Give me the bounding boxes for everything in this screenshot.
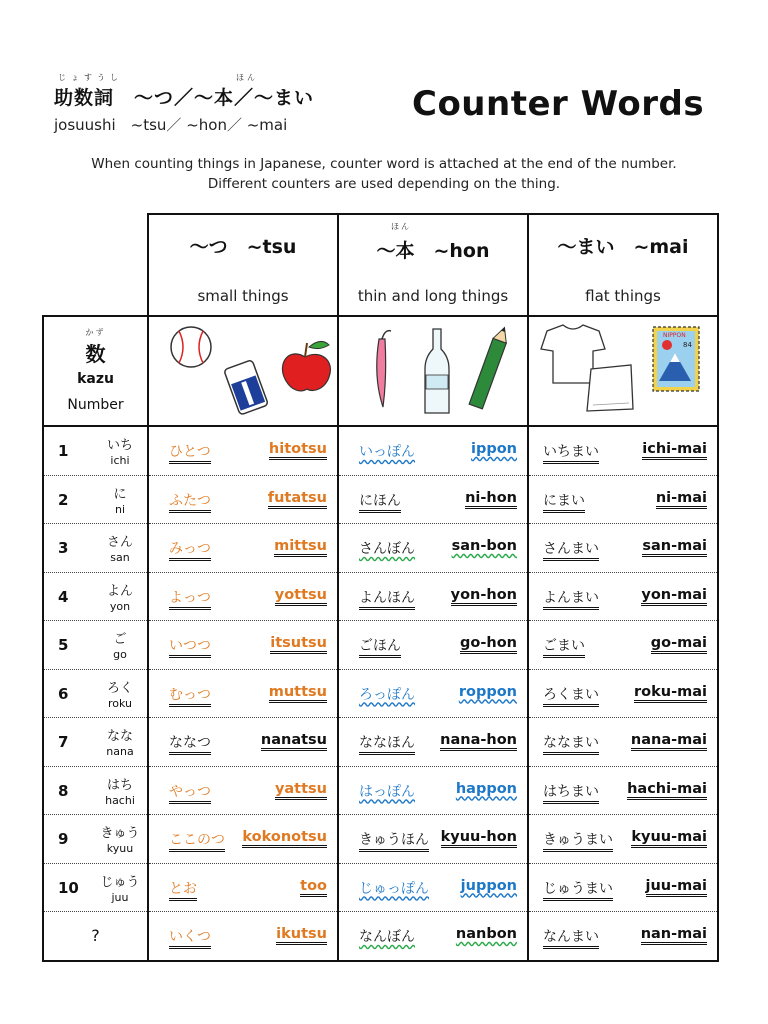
table-row xyxy=(43,475,718,524)
number-cell xyxy=(43,766,148,815)
hon-cell xyxy=(338,863,528,912)
row-number: 10 xyxy=(58,878,79,897)
hon-romaji: ni-hon xyxy=(465,490,517,509)
hon-cell xyxy=(338,475,528,524)
umbrella-icon xyxy=(377,331,391,407)
row-number: 1 xyxy=(58,442,69,460)
mai-romaji: ni-mai xyxy=(656,490,707,509)
mai-romaji: nana-mai xyxy=(631,732,707,751)
tsu-romaji: mittsu xyxy=(274,538,327,557)
tsu-cell xyxy=(148,669,338,718)
mai-cell xyxy=(528,524,718,573)
column-label: 〜本 ~hon xyxy=(376,239,490,262)
row-number-romaji: kyuu xyxy=(106,842,134,855)
mai-romaji: kyuu-mai xyxy=(631,829,707,848)
tsu-cell xyxy=(148,475,338,524)
number-header xyxy=(43,316,148,426)
title-romaji: josuushi ~tsu／ ~hon／ ~mai xyxy=(54,116,288,134)
intro-line-2: Different counters are used depending on the thing. xyxy=(207,176,561,192)
mai-cell xyxy=(528,621,718,670)
row-number-kana: よん xyxy=(106,583,133,599)
mai-romaji: nan-mai xyxy=(641,926,707,945)
kazu-romaji: kazu xyxy=(77,371,114,387)
number-cell xyxy=(43,621,148,670)
row-number-kana: に xyxy=(113,486,127,502)
tsu-romaji: muttsu xyxy=(269,684,327,703)
mai-cell xyxy=(528,669,718,718)
flat-things-illustration xyxy=(528,316,718,426)
number-cell xyxy=(43,426,148,475)
hon-cell xyxy=(338,621,528,670)
page-title: Counter Words xyxy=(412,84,705,124)
row-number: ? xyxy=(91,926,100,946)
hon-kana: なんぼん xyxy=(359,929,415,945)
hon-romaji: nana-hon xyxy=(440,732,517,751)
kazu-english: Number xyxy=(67,397,124,413)
handkerchief-icon xyxy=(587,365,633,411)
row-number-kana: はち xyxy=(106,777,133,793)
row-number-romaji: nana xyxy=(106,745,134,758)
tsu-cell xyxy=(148,621,338,670)
hon-cell xyxy=(338,912,528,961)
row-number: 4 xyxy=(58,587,69,606)
column-header-hon xyxy=(338,214,528,316)
mai-kana: きゅうまい xyxy=(543,829,613,852)
row-number: 8 xyxy=(58,781,69,800)
hon-romaji: yon-hon xyxy=(451,587,517,606)
mai-romaji: roku-mai xyxy=(634,684,707,703)
stamp-icon xyxy=(653,327,699,391)
apple-icon xyxy=(282,341,330,390)
number-cell xyxy=(43,524,148,573)
tsu-romaji: itsutsu xyxy=(270,635,327,654)
can-icon xyxy=(224,360,269,415)
row-number-kana: さん xyxy=(106,535,133,550)
table-row xyxy=(43,863,718,912)
row-number-kana: ろく xyxy=(106,680,133,696)
mai-kana: じゅうまい xyxy=(543,878,613,901)
row-number-romaji: juu xyxy=(111,890,129,904)
tsu-cell xyxy=(148,863,338,912)
number-cell xyxy=(43,912,148,961)
hon-cell xyxy=(338,524,528,573)
hon-kana: よんほん xyxy=(359,587,415,610)
hon-romaji: san-bon xyxy=(451,538,517,554)
table-row xyxy=(43,524,718,573)
row-number-kana: ご xyxy=(113,632,127,647)
tsu-cell xyxy=(148,718,338,767)
table-row xyxy=(43,815,718,864)
row-number-romaji: san xyxy=(110,551,130,564)
tsu-kana: よっつ xyxy=(169,587,211,610)
mai-cell xyxy=(528,912,718,961)
tsu-romaji: yottsu xyxy=(275,587,327,606)
hon-cell xyxy=(338,766,528,815)
hon-kana: ななほん xyxy=(359,732,415,755)
hon-cell xyxy=(338,718,528,767)
tsu-romaji: too xyxy=(300,878,327,897)
row-number-romaji: hachi xyxy=(105,793,135,807)
baseball-icon xyxy=(171,327,211,367)
table-row xyxy=(43,621,718,670)
mai-kana: はちまい xyxy=(543,781,599,804)
title-ruby: じょすうし xyxy=(58,73,123,82)
mai-kana: にまい xyxy=(543,490,585,513)
number-cell xyxy=(43,863,148,912)
mai-romaji: juu-mai xyxy=(646,878,708,897)
hon-kana: きゅうほん xyxy=(359,829,429,852)
mai-kana: ろくまい xyxy=(543,684,599,707)
mai-cell xyxy=(528,718,718,767)
tsu-cell xyxy=(148,572,338,621)
number-cell xyxy=(43,669,148,718)
column-ruby: ほん xyxy=(391,222,411,231)
tsu-cell xyxy=(148,815,338,864)
tsu-romaji: ikutsu xyxy=(276,926,327,945)
tsu-romaji: yattsu xyxy=(275,781,327,800)
row-number-kana: じゅう xyxy=(100,874,140,890)
row-number-romaji: yon xyxy=(109,599,131,613)
tsu-cell xyxy=(148,426,338,475)
table-row xyxy=(43,426,718,475)
table-row xyxy=(43,572,718,621)
mai-kana: なんまい xyxy=(543,926,599,949)
title-ruby-hon: ほん xyxy=(236,73,258,82)
hon-romaji: ippon xyxy=(470,441,517,457)
tsu-romaji: hitotsu xyxy=(269,441,327,460)
hon-cell xyxy=(338,669,528,718)
kazu-ruby: かず xyxy=(85,328,106,337)
intro-line-1: When counting things in Japanese, counter word is attached at the end of the number. xyxy=(91,156,677,172)
tsu-cell xyxy=(148,524,338,573)
mai-kana: ごまい xyxy=(543,635,585,658)
tsu-kana: ひとつ xyxy=(169,441,211,464)
table-row xyxy=(43,912,718,961)
tsu-kana: むっつ xyxy=(169,684,211,707)
tsu-cell xyxy=(148,912,338,961)
hon-kana: にほん xyxy=(359,490,401,513)
table-row xyxy=(43,718,718,767)
mai-cell xyxy=(528,426,718,475)
hon-romaji: kyuu-hon xyxy=(441,829,517,848)
mai-cell xyxy=(528,815,718,864)
title-japanese: 助数詞 〜つ／〜本／〜まい xyxy=(54,87,315,109)
hon-kana: いっぽん xyxy=(359,444,415,460)
number-cell xyxy=(43,718,148,767)
tsu-kana: とお xyxy=(169,878,197,901)
row-number-romaji: ichi xyxy=(110,454,130,467)
hon-cell xyxy=(338,572,528,621)
mai-kana: よんまい xyxy=(543,587,599,610)
mai-romaji: ichi-mai xyxy=(642,441,707,460)
row-number-kana: なな xyxy=(106,729,133,744)
hon-romaji: nanbon xyxy=(455,926,517,942)
column-label: 〜まい ~mai xyxy=(557,235,689,258)
tsu-kana: いつつ xyxy=(169,635,211,658)
row-number: 6 xyxy=(58,684,69,703)
mai-kana: ななまい xyxy=(543,732,599,755)
bottle-icon xyxy=(425,329,449,413)
row-number-kana: きゅう xyxy=(100,826,140,841)
row-number-romaji: roku xyxy=(107,696,132,710)
hon-kana: ろっぽん xyxy=(359,686,415,703)
hon-cell xyxy=(338,426,528,475)
column-header-tsu xyxy=(148,214,338,316)
stamp-value: 84 xyxy=(683,341,692,349)
column-label: 〜つ ~tsu xyxy=(189,235,297,258)
tsu-kana: ななつ xyxy=(169,732,211,755)
table-row xyxy=(43,669,718,718)
row-number-romaji: ni xyxy=(114,502,126,516)
hon-romaji: happon xyxy=(455,780,517,797)
number-cell xyxy=(43,815,148,864)
tsu-kana: やっつ xyxy=(169,781,211,804)
number-cell xyxy=(43,572,148,621)
tsu-kana: ここのつ xyxy=(169,829,225,852)
row-number: 9 xyxy=(58,830,69,848)
column-desc: small things xyxy=(197,286,289,305)
tsu-kana: いくつ xyxy=(169,926,211,949)
hon-kana: じゅっぽん xyxy=(359,880,429,897)
hon-romaji: go-hon xyxy=(460,635,517,654)
column-desc: flat things xyxy=(585,286,661,305)
pencil-icon xyxy=(469,325,511,409)
hon-cell xyxy=(338,815,528,864)
hon-kana: さんぼん xyxy=(359,541,415,557)
kazu-kanji: 数 xyxy=(85,342,106,366)
mai-kana: さんまい xyxy=(543,538,599,561)
mai-cell xyxy=(528,475,718,524)
row-number: 5 xyxy=(58,636,69,654)
tsu-kana: ふたつ xyxy=(169,490,211,513)
hon-romaji: roppon xyxy=(458,683,517,700)
row-number-kana: いち xyxy=(106,438,133,453)
hon-kana: ごほん xyxy=(359,635,401,658)
tsu-romaji: nanatsu xyxy=(261,732,327,751)
hon-romaji: juppon xyxy=(460,877,517,894)
mai-cell xyxy=(528,863,718,912)
table-row xyxy=(43,766,718,815)
row-number-romaji: go xyxy=(113,648,127,661)
mai-romaji: yon-mai xyxy=(641,587,707,606)
column-desc: thin and long things xyxy=(357,286,509,305)
mai-kana: いちまい xyxy=(543,441,599,464)
hon-kana: はっぽん xyxy=(359,783,415,800)
number-cell xyxy=(43,475,148,524)
tsu-romaji: kokonotsu xyxy=(242,829,327,848)
row-number: 3 xyxy=(58,539,69,557)
row-number: 2 xyxy=(58,490,69,509)
mai-romaji: go-mai xyxy=(651,635,707,654)
counter-table xyxy=(42,213,719,962)
stamp-label: NIPPON xyxy=(663,332,686,339)
mai-romaji: hachi-mai xyxy=(627,781,707,800)
mai-cell xyxy=(528,572,718,621)
small-things-illustration xyxy=(148,316,338,426)
mai-romaji: san-mai xyxy=(642,538,707,557)
tsu-cell xyxy=(148,766,338,815)
tsu-romaji: futatsu xyxy=(268,490,327,509)
long-things-illustration xyxy=(338,316,528,426)
tsu-kana: みっつ xyxy=(169,538,211,561)
row-number: 7 xyxy=(58,733,69,751)
mai-cell xyxy=(528,766,718,815)
column-header-mai xyxy=(528,214,718,316)
